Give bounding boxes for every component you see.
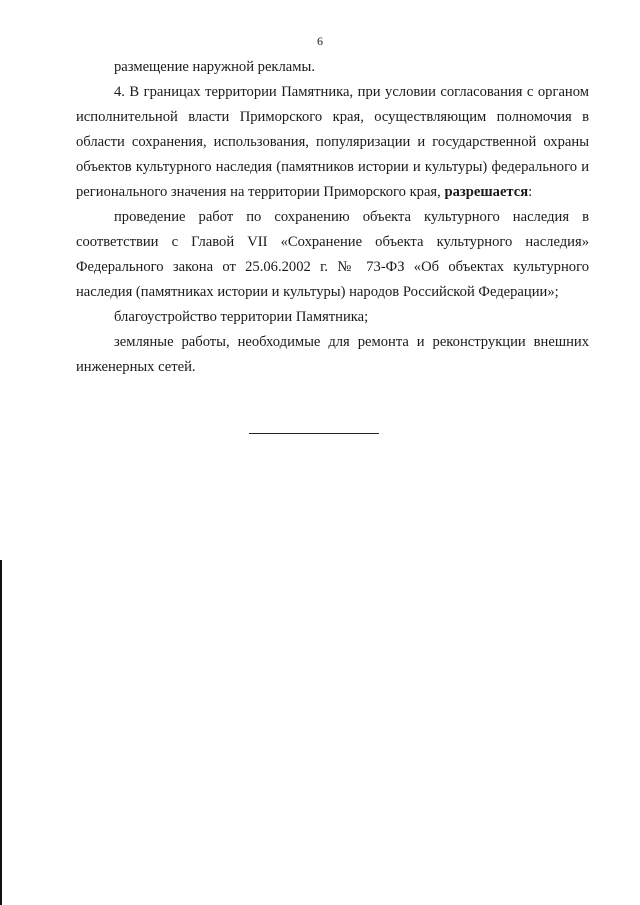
scan-edge xyxy=(0,560,2,905)
closing-separator-line xyxy=(249,433,379,434)
paragraph-preservation-works: проведение работ по сохранению объекта культурного наследия в соответствии с Главой VII «Сохранение объекта культурного наследия» Федерального закона от 25.06.2002 г. № 73-ФЗ «Об объектах культурного наследия (памятниках истории и культуры) народов Российской Федерации»; xyxy=(76,209,589,300)
paragraph-permitted-intro xyxy=(76,80,589,205)
permitted-colon: : xyxy=(528,184,533,200)
paragraph-earthworks: земляные работы, необходимые для ремонта и реконструкции внешних инженерных сетей. xyxy=(76,334,589,375)
paragraph-permitted-text: 4. В границах территории Памятника, при условии согласования с органом исполнительной власти Приморского края, осуществляющим полномочия в области сохранения, использования, популяризации и государственной охраны объектов культурного наследия (памятников истории и культуры) федерального и регионального значения на территории Приморского края, xyxy=(76,84,589,200)
permitted-keyword: разрешается xyxy=(444,184,529,200)
paragraph-landscaping: благоустройство территории Памятника; xyxy=(114,309,369,325)
paragraph-advertising: размещение наружной рекламы. xyxy=(114,59,315,75)
page-number: 6 xyxy=(317,34,323,48)
document-body xyxy=(76,55,589,380)
